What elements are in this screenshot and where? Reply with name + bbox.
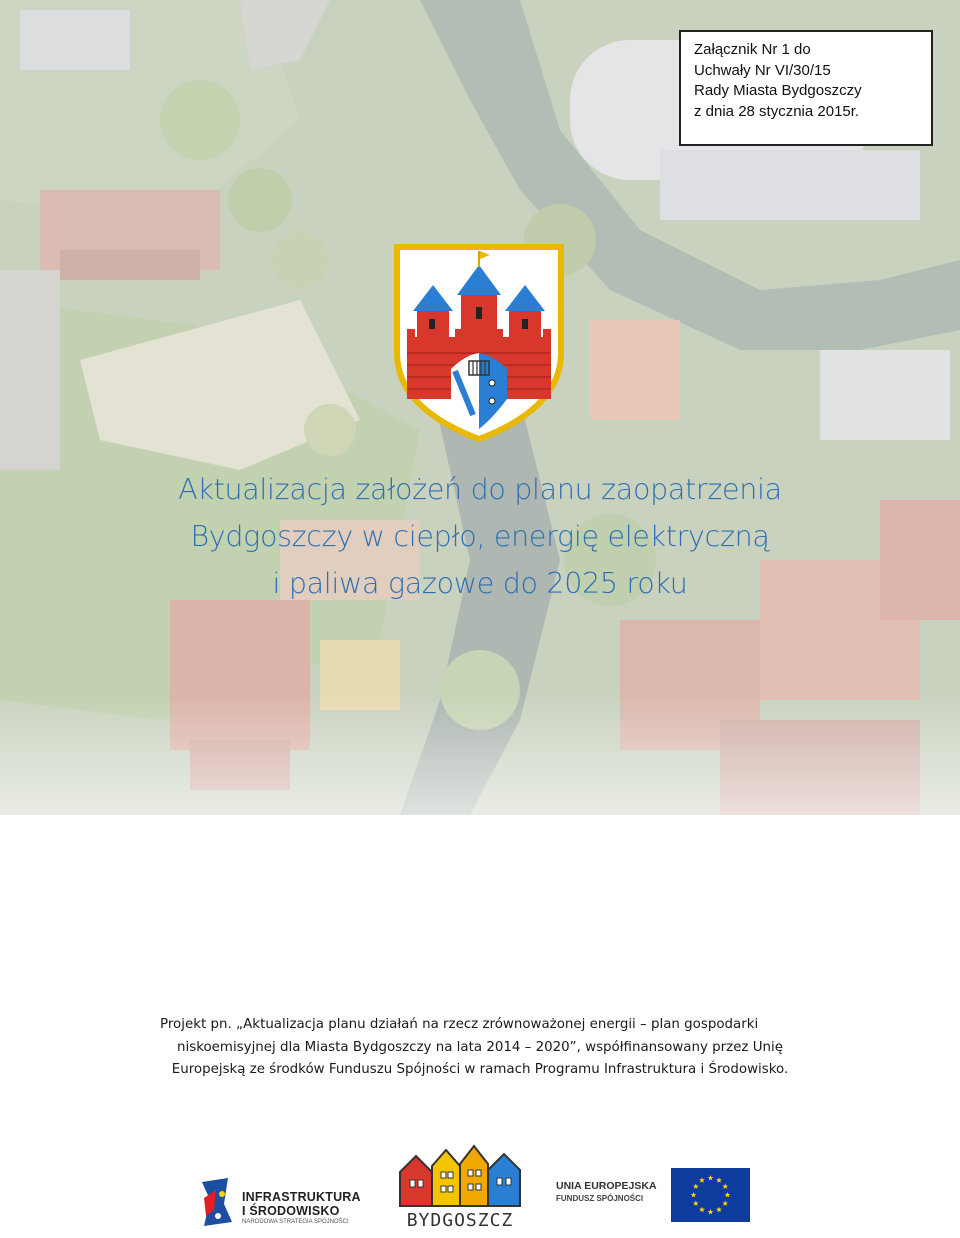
bydgoszcz-city-logo <box>390 1144 530 1236</box>
annex-line: Rady Miasta Bydgoszczy <box>694 82 862 99</box>
logos-strip <box>0 1140 960 1235</box>
eu-fund-text-logo <box>556 1180 666 1210</box>
infra-line1: INFRASTRUKTURA <box>242 1190 361 1204</box>
nss-flag-icon <box>198 1176 234 1228</box>
infra-line3: NARODOWA STRATEGIA SPÓJNOŚCI <box>242 1219 349 1225</box>
eu-line2: FUNDUSZ SPÓJNOŚCI <box>556 1194 644 1203</box>
infrastruktura-srodowisko-logo <box>198 1176 368 1234</box>
city-houses-icon <box>396 1144 524 1210</box>
project-line: Europejską ze środków Funduszu Spójności w ramach Programu Infrastruktura i Środowisko. <box>171 1062 789 1077</box>
title-line: i paliwa gazowe do 2025 roku <box>272 567 688 600</box>
bydgoszcz-coat-of-arms <box>393 243 565 443</box>
annex-box <box>679 30 933 146</box>
eu-line1: UNIA EUROPEJSKA <box>556 1180 657 1192</box>
eu-flag-icon <box>671 1168 750 1222</box>
title-line: Bydgoszczy w ciepło, energię elektryczną <box>190 520 770 553</box>
title-line: Aktualizacja założeń do planu zaopatrzenia <box>178 473 782 506</box>
annex-line: Załącznik Nr 1 do <box>694 41 811 58</box>
document-title <box>0 466 960 607</box>
infra-line2: I ŚRODOWISKO <box>242 1204 340 1218</box>
project-line: Projekt pn. „Aktualizacja planu działań na rzecz zrównoważonej energii – plan gospodarki <box>160 1017 759 1032</box>
project-line: niskoemisyjnej dla Miasta Bydgoszczy na lata 2014 – 2020”, współfinansowany przez Unię <box>177 1039 783 1055</box>
eu-flag <box>671 1168 750 1222</box>
city-name: BYDGOSZCZ <box>406 1210 514 1231</box>
project-description <box>130 1014 830 1082</box>
annex-line: z dnia 28 stycznia 2015r. <box>694 102 860 120</box>
annex-line: Uchwały Nr VI/30/15 <box>694 61 831 79</box>
